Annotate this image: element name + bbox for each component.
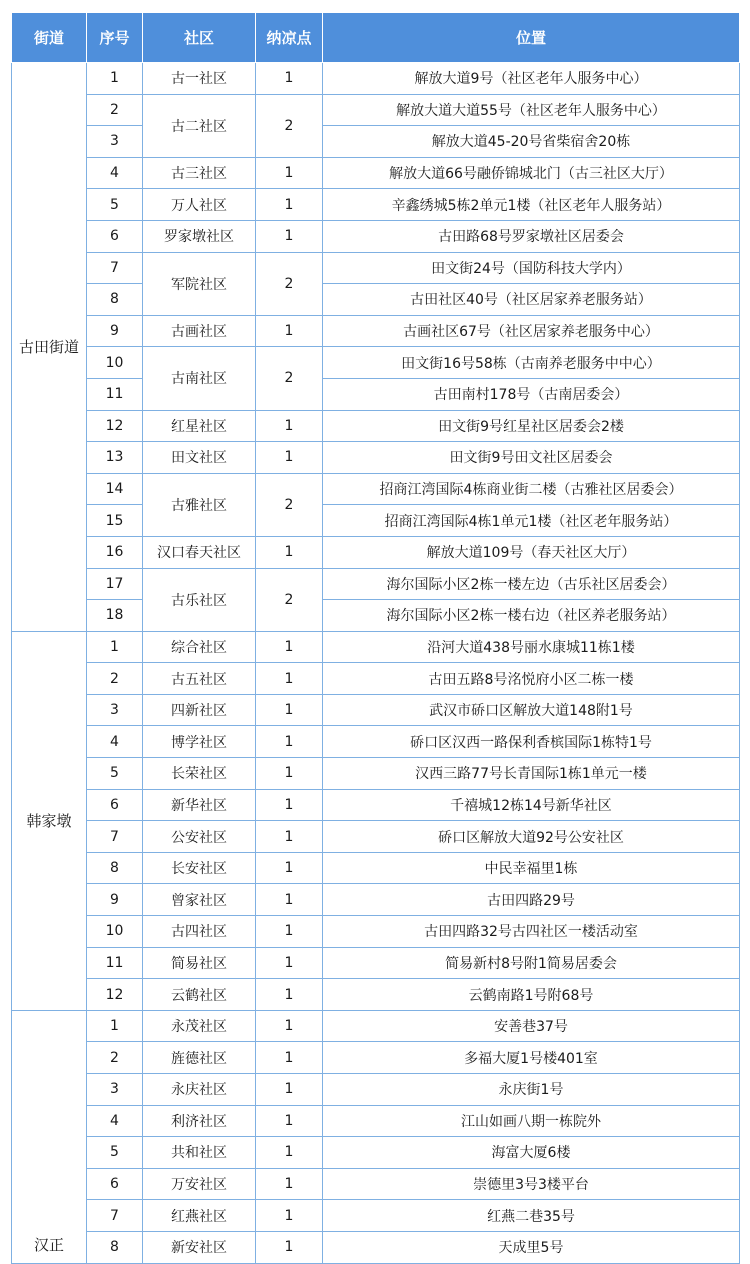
community-cell: 古雅社区: [143, 473, 256, 536]
location-cell: 硚口区汉西一路保利香槟国际1栋特1号: [323, 726, 740, 758]
location-cell: 解放大道66号融侨锦城北门（古三社区大厅）: [323, 157, 740, 189]
community-cell: 红星社区: [143, 410, 256, 442]
table-row: [12, 189, 740, 221]
number-cell: 12: [87, 410, 143, 442]
community-cell: 古画社区: [143, 315, 256, 347]
number-cell: 9: [87, 884, 143, 916]
community-cell: 田文社区: [143, 442, 256, 474]
cooling-count-cell: 2: [256, 347, 323, 410]
table-row: [12, 1074, 740, 1106]
community-cell: 四新社区: [143, 694, 256, 726]
cooling-count-cell: 1: [256, 726, 323, 758]
table-row: [12, 347, 740, 379]
street-cell: 汉正: [12, 1010, 87, 1263]
table-row: [12, 568, 740, 600]
table-row: [12, 663, 740, 695]
cooling-count-cell: 2: [256, 473, 323, 536]
number-cell: 14: [87, 473, 143, 505]
cooling-count-cell: 1: [256, 821, 323, 853]
table-row: [12, 726, 740, 758]
number-cell: 8: [87, 1231, 143, 1263]
location-cell: 解放大道大道55号（社区老年人服务中心）: [323, 94, 740, 126]
community-cell: 万人社区: [143, 189, 256, 221]
table-row: [12, 252, 740, 284]
location-cell: 汉西三路77号长青国际1栋1单元一楼: [323, 758, 740, 790]
cooling-count-cell: 2: [256, 252, 323, 315]
number-cell: 5: [87, 189, 143, 221]
community-cell: 古二社区: [143, 94, 256, 157]
community-cell: 公安社区: [143, 821, 256, 853]
location-cell: 武汉市硚口区解放大道148附1号: [323, 694, 740, 726]
cooling-points-table: [11, 12, 740, 1264]
table-row: [12, 884, 740, 916]
cooling-count-cell: 1: [256, 410, 323, 442]
number-cell: 9: [87, 315, 143, 347]
number-cell: 13: [87, 442, 143, 474]
cooling-count-cell: 2: [256, 94, 323, 157]
table-row: [12, 1010, 740, 1042]
location-cell: 田文街9号田文社区居委会: [323, 442, 740, 474]
community-cell: 新华社区: [143, 789, 256, 821]
number-cell: 1: [87, 63, 143, 95]
location-cell: 古田四路32号古四社区一楼活动室: [323, 916, 740, 948]
location-cell: 云鹤南路1号附68号: [323, 979, 740, 1011]
number-cell: 10: [87, 916, 143, 948]
location-cell: 古田四路29号: [323, 884, 740, 916]
location-cell: 招商江湾国际4栋1单元1楼（社区老年服务站）: [323, 505, 740, 537]
location-cell: 古田南村178号（古南居委会）: [323, 378, 740, 410]
cooling-count-cell: 1: [256, 694, 323, 726]
number-cell: 15: [87, 505, 143, 537]
cooling-count-cell: 1: [256, 1231, 323, 1263]
location-cell: 天成里5号: [323, 1231, 740, 1263]
cooling-count-cell: 1: [256, 63, 323, 95]
location-cell: 江山如画八期一栋院外: [323, 1105, 740, 1137]
community-cell: 军院社区: [143, 252, 256, 315]
location-cell: 红燕二巷35号: [323, 1200, 740, 1232]
community-cell: 简易社区: [143, 947, 256, 979]
community-cell: 博学社区: [143, 726, 256, 758]
cooling-count-cell: 1: [256, 315, 323, 347]
cooling-count-cell: 1: [256, 442, 323, 474]
table-row: [12, 473, 740, 505]
table-row: [12, 852, 740, 884]
table-row: [12, 947, 740, 979]
cooling-count-cell: 2: [256, 568, 323, 631]
community-cell: 永茂社区: [143, 1010, 256, 1042]
table-row: [12, 1168, 740, 1200]
header-street: 街道: [12, 13, 87, 63]
community-cell: 长安社区: [143, 852, 256, 884]
number-cell: 16: [87, 536, 143, 568]
table-row: [12, 126, 740, 158]
location-cell: 解放大道45-20号省柴宿舍20栋: [323, 126, 740, 158]
number-cell: 4: [87, 726, 143, 758]
location-cell: 招商江湾国际4栋商业街二楼（古雅社区居委会）: [323, 473, 740, 505]
community-cell: 新安社区: [143, 1231, 256, 1263]
cooling-count-cell: 1: [256, 1200, 323, 1232]
table-row: [12, 63, 740, 95]
location-cell: 古画社区67号（社区居家养老服务中心）: [323, 315, 740, 347]
community-cell: 旌德社区: [143, 1042, 256, 1074]
cooling-count-cell: 1: [256, 663, 323, 695]
location-cell: 简易新村8号附1简易居委会: [323, 947, 740, 979]
table-row: [12, 378, 740, 410]
table-row: [12, 157, 740, 189]
number-cell: 3: [87, 1074, 143, 1106]
table-row: [12, 789, 740, 821]
location-cell: 海尔国际小区2栋一楼左边（古乐社区居委会）: [323, 568, 740, 600]
cooling-count-cell: 1: [256, 1137, 323, 1169]
table-row: [12, 284, 740, 316]
location-cell: 沿河大道438号丽水康城11栋1楼: [323, 631, 740, 663]
number-cell: 12: [87, 979, 143, 1011]
location-cell: 海富大厦6楼: [323, 1137, 740, 1169]
table-row: [12, 1105, 740, 1137]
community-cell: 万安社区: [143, 1168, 256, 1200]
header-community: 社区: [143, 13, 256, 63]
community-cell: 曾家社区: [143, 884, 256, 916]
location-cell: 古田路68号罗家墩社区居委会: [323, 220, 740, 252]
community-cell: 永庆社区: [143, 1074, 256, 1106]
number-cell: 4: [87, 157, 143, 189]
community-cell: 古一社区: [143, 63, 256, 95]
cooling-count-cell: 1: [256, 1074, 323, 1106]
table-row: [12, 94, 740, 126]
community-cell: 古四社区: [143, 916, 256, 948]
number-cell: 7: [87, 821, 143, 853]
location-cell: 崇德里3号3楼平台: [323, 1168, 740, 1200]
table-row: [12, 631, 740, 663]
number-cell: 7: [87, 1200, 143, 1232]
number-cell: 8: [87, 284, 143, 316]
table-row: [12, 694, 740, 726]
number-cell: 2: [87, 94, 143, 126]
location-cell: 古田社区40号（社区居家养老服务站）: [323, 284, 740, 316]
table-row: [12, 1231, 740, 1263]
location-cell: 硚口区解放大道92号公安社区: [323, 821, 740, 853]
cooling-count-cell: 1: [256, 631, 323, 663]
number-cell: 1: [87, 631, 143, 663]
table-row: [12, 1042, 740, 1074]
community-cell: 古三社区: [143, 157, 256, 189]
header-cooling-points: 纳凉点: [256, 13, 323, 63]
number-cell: 18: [87, 600, 143, 632]
location-cell: 解放大道109号（春天社区大厅）: [323, 536, 740, 568]
table-row: [12, 315, 740, 347]
cooling-count-cell: 1: [256, 979, 323, 1011]
location-cell: 海尔国际小区2栋一楼右边（社区养老服务站）: [323, 600, 740, 632]
number-cell: 5: [87, 1137, 143, 1169]
number-cell: 6: [87, 1168, 143, 1200]
number-cell: 2: [87, 1042, 143, 1074]
community-cell: 利济社区: [143, 1105, 256, 1137]
community-cell: 综合社区: [143, 631, 256, 663]
cooling-count-cell: 1: [256, 536, 323, 568]
table-row: [12, 220, 740, 252]
cooling-count-cell: 1: [256, 1105, 323, 1137]
table-row: [12, 821, 740, 853]
cooling-count-cell: 1: [256, 1010, 323, 1042]
number-cell: 11: [87, 947, 143, 979]
street-cell: 古田街道: [12, 63, 87, 632]
table-body: [12, 63, 740, 1264]
location-cell: 中民幸福里1栋: [323, 852, 740, 884]
community-cell: 古乐社区: [143, 568, 256, 631]
location-cell: 安善巷37号: [323, 1010, 740, 1042]
number-cell: 17: [87, 568, 143, 600]
community-cell: 云鹤社区: [143, 979, 256, 1011]
location-cell: 永庆街1号: [323, 1074, 740, 1106]
table-header-row: [12, 13, 740, 63]
cooling-count-cell: 1: [256, 758, 323, 790]
table-row: [12, 1137, 740, 1169]
cooling-count-cell: 1: [256, 884, 323, 916]
table-row: [12, 916, 740, 948]
table-row: [12, 979, 740, 1011]
number-cell: 6: [87, 789, 143, 821]
number-cell: 2: [87, 663, 143, 695]
number-cell: 5: [87, 758, 143, 790]
table-row: [12, 505, 740, 537]
location-cell: 古田五路8号洺悦府小区二栋一楼: [323, 663, 740, 695]
location-cell: 田文街16号58栋（古南养老服务中中心）: [323, 347, 740, 379]
community-cell: 汉口春天社区: [143, 536, 256, 568]
cooling-count-cell: 1: [256, 789, 323, 821]
header-location: 位置: [323, 13, 740, 63]
number-cell: 10: [87, 347, 143, 379]
table-row: [12, 536, 740, 568]
community-cell: 古五社区: [143, 663, 256, 695]
cooling-count-cell: 1: [256, 189, 323, 221]
community-cell: 罗家墩社区: [143, 220, 256, 252]
number-cell: 1: [87, 1010, 143, 1042]
location-cell: 田文街9号红星社区居委会2楼: [323, 410, 740, 442]
cooling-count-cell: 1: [256, 157, 323, 189]
cooling-count-cell: 1: [256, 852, 323, 884]
table-row: [12, 600, 740, 632]
cooling-count-cell: 1: [256, 1042, 323, 1074]
number-cell: 3: [87, 126, 143, 158]
number-cell: 3: [87, 694, 143, 726]
table-row: [12, 758, 740, 790]
number-cell: 6: [87, 220, 143, 252]
header-number: 序号: [87, 13, 143, 63]
community-cell: 红燕社区: [143, 1200, 256, 1232]
table-row: [12, 442, 740, 474]
number-cell: 7: [87, 252, 143, 284]
community-cell: 共和社区: [143, 1137, 256, 1169]
location-cell: 解放大道9号（社区老年人服务中心）: [323, 63, 740, 95]
number-cell: 8: [87, 852, 143, 884]
location-cell: 田文街24号（国防科技大学内）: [323, 252, 740, 284]
community-cell: 古南社区: [143, 347, 256, 410]
cooling-count-cell: 1: [256, 1168, 323, 1200]
number-cell: 11: [87, 378, 143, 410]
cooling-count-cell: 1: [256, 220, 323, 252]
table-row: [12, 1200, 740, 1232]
cooling-count-cell: 1: [256, 947, 323, 979]
table-row: [12, 410, 740, 442]
street-cell: 韩家墩: [12, 631, 87, 1010]
cooling-count-cell: 1: [256, 916, 323, 948]
location-cell: 辛鑫绣城5栋2单元1楼（社区老年人服务站）: [323, 189, 740, 221]
location-cell: 千禧城12栋14号新华社区: [323, 789, 740, 821]
number-cell: 4: [87, 1105, 143, 1137]
community-cell: 长荣社区: [143, 758, 256, 790]
location-cell: 多福大厦1号楼401室: [323, 1042, 740, 1074]
